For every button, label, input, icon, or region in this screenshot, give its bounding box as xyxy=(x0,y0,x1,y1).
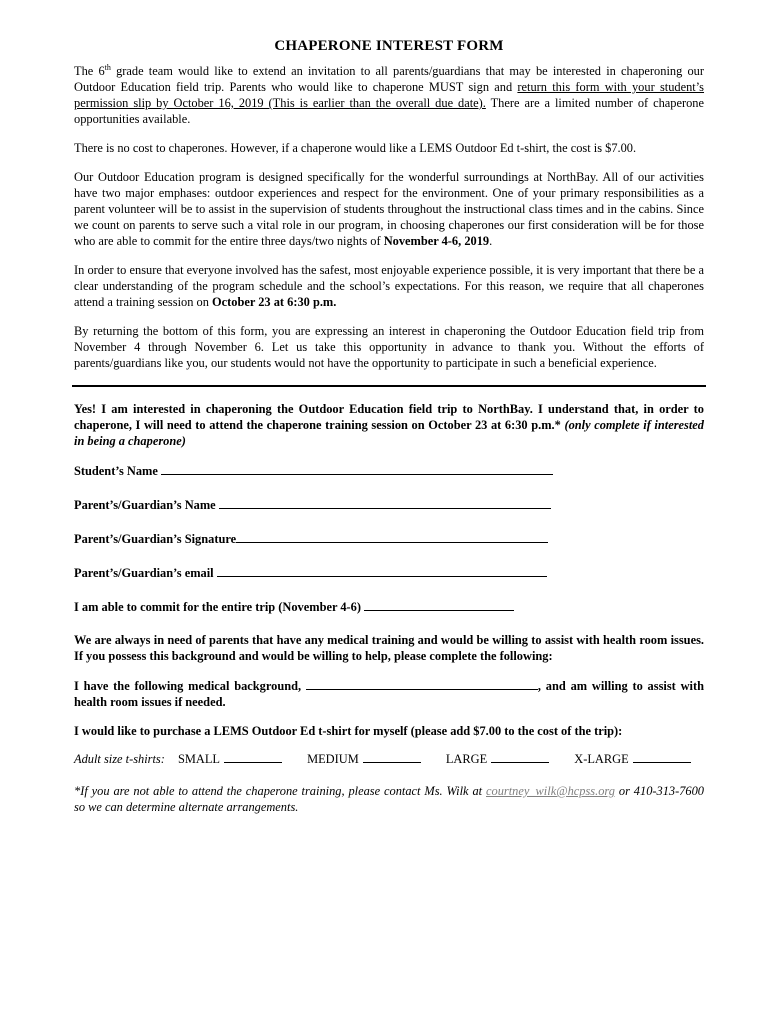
student-name-line[interactable] xyxy=(161,462,553,475)
intro-p3-dates: November 4-6, 2019 xyxy=(383,234,490,248)
size-large-line[interactable] xyxy=(491,752,549,763)
medical-label: I have the following medical background, xyxy=(74,679,302,693)
parent-signature-field[interactable] xyxy=(74,530,704,547)
size-large-label: LARGE xyxy=(445,752,488,766)
parent-name-line[interactable] xyxy=(219,496,551,509)
intro-p3-end: . xyxy=(489,234,493,248)
section-divider xyxy=(72,385,706,387)
document-page xyxy=(74,38,704,815)
footnote-text-end: or 410-313-7600 so we can determine alternate arrangements. xyxy=(74,784,705,814)
interest-statement-text: Yes! I am interested in chaperoning the Outdoor Education field trip to NorthBay. I understand that, in order to chaperone, I will need to attend the chaperone training session on October 23 at 6:30 p.m.* xyxy=(74,402,704,432)
interest-statement xyxy=(74,401,704,449)
commit-label: I am able to commit for the entire trip (November 4-6) xyxy=(74,600,361,614)
parent-email-label: Parent’s/Guardian’s email xyxy=(74,566,214,580)
size-medium[interactable] xyxy=(307,752,421,766)
size-small-label: SMALL xyxy=(177,752,220,766)
commit-line[interactable] xyxy=(364,598,514,611)
intro-p1-start: The 6 xyxy=(74,64,105,78)
page-title: CHAPERONE INTEREST FORM xyxy=(274,38,504,54)
intro-p4-training-date: October 23 at 6:30 p.m. xyxy=(212,295,337,309)
intro-p1-middle: grade team would like to extend an invitation to all parents/guardians that may be interested in chaperoning our Outdoor Education field trip. Parents who would like to chaperone MUST sign and xyxy=(74,64,704,94)
intro-paragraph-5: By returning the bottom of this form, you are expressing an interest in chaperoning the Outdoor Education field trip from November 4 through November 6. Let us take this opportunity in advance to thank you. Without the efforts of parents/guardians like you, our students would not have the opportunity to participate in such a beneficial experience. xyxy=(74,324,704,370)
tshirt-sizes xyxy=(74,752,704,767)
student-name-label: Student’s Name xyxy=(74,464,158,478)
parent-email-line[interactable] xyxy=(217,564,547,577)
parent-signature-line[interactable] xyxy=(236,530,548,543)
size-small[interactable] xyxy=(178,752,282,766)
interest-statement-note: (only complete if interested in being a chaperone) xyxy=(74,418,704,448)
medical-line[interactable] xyxy=(306,677,538,690)
intro-paragraph-4 xyxy=(74,262,704,310)
intro-paragraph-2: There is no cost to chaperones. However, if a chaperone would like a LEMS Outdoor Ed t-shirt, the cost is $7.00. xyxy=(74,141,637,155)
intro-paragraph-1 xyxy=(74,63,704,127)
size-xlarge-line[interactable] xyxy=(633,752,691,763)
signup-section xyxy=(74,401,704,739)
intro-p1-deadline: return this form with your student’s permission slip by October 16, 2019 (This is earlier than the overall due date). xyxy=(74,80,705,110)
size-large[interactable] xyxy=(446,752,549,766)
intro-p4-text: In order to ensure that everyone involved has the safest, most enjoyable experience possible, it is very important that there be a clear understanding of the program schedule and the school’s expectations. For this reason, we require that all chaperones attend a training session on xyxy=(74,263,704,309)
intro-paragraph-3 xyxy=(74,169,704,249)
size-medium-label: MEDIUM xyxy=(307,752,359,766)
intro-p1-end: There are a limited number of chaperone opportunities available. xyxy=(74,96,704,126)
intro-p3-text: Our Outdoor Education program is designed specifically for the wonderful surroundings at NorthBay. All of our activities have two major emphases: outdoor experiences and respect for the environment. One of your primary responsibilities as a parent volunteer will be to assist in the supervision of students throughout the instructional class times and in the cabins. Since we count on parents to serve such a vital role in our program, in choosing chaperones our first consideration will be for those who are able to commit for the entire three days/two nights of xyxy=(74,170,704,248)
medical-intro: We are always in need of parents that have any medical training and would be willing to assist with health room issues. If you possess this background and would be willing to help, please complete the following: xyxy=(74,633,704,663)
parent-signature-label: Parent’s/Guardian’s Signature xyxy=(74,532,237,546)
footnote-text: *If you are not able to attend the chaperone training, please contact Ms. Wilk at xyxy=(74,784,486,798)
commit-field[interactable] xyxy=(74,598,704,615)
footnote xyxy=(74,783,704,815)
parent-name-field[interactable] xyxy=(74,496,704,513)
parent-name-label: Parent’s/Guardian’s Name xyxy=(74,498,216,512)
medical-field[interactable] xyxy=(74,677,704,710)
size-small-line[interactable] xyxy=(224,752,282,763)
size-xlarge-label: X-LARGE xyxy=(574,752,629,766)
size-medium-line[interactable] xyxy=(363,752,421,763)
student-name-field[interactable] xyxy=(74,462,704,479)
tshirt-statement: I would like to purchase a LEMS Outdoor Ed t-shirt for myself (please add $7.00 to the cost of the trip): xyxy=(74,724,623,738)
contact-email-link[interactable]: courtney_wilk@hcpss.org xyxy=(486,784,615,798)
size-xlarge[interactable] xyxy=(574,752,690,766)
medical-label-end: , and am willing to assist with health room issues if needed. xyxy=(74,679,704,709)
intro-p1-superscript: th xyxy=(104,62,111,72)
sizes-label: Adult size t-shirts: xyxy=(74,752,165,766)
parent-email-field[interactable] xyxy=(74,564,704,581)
